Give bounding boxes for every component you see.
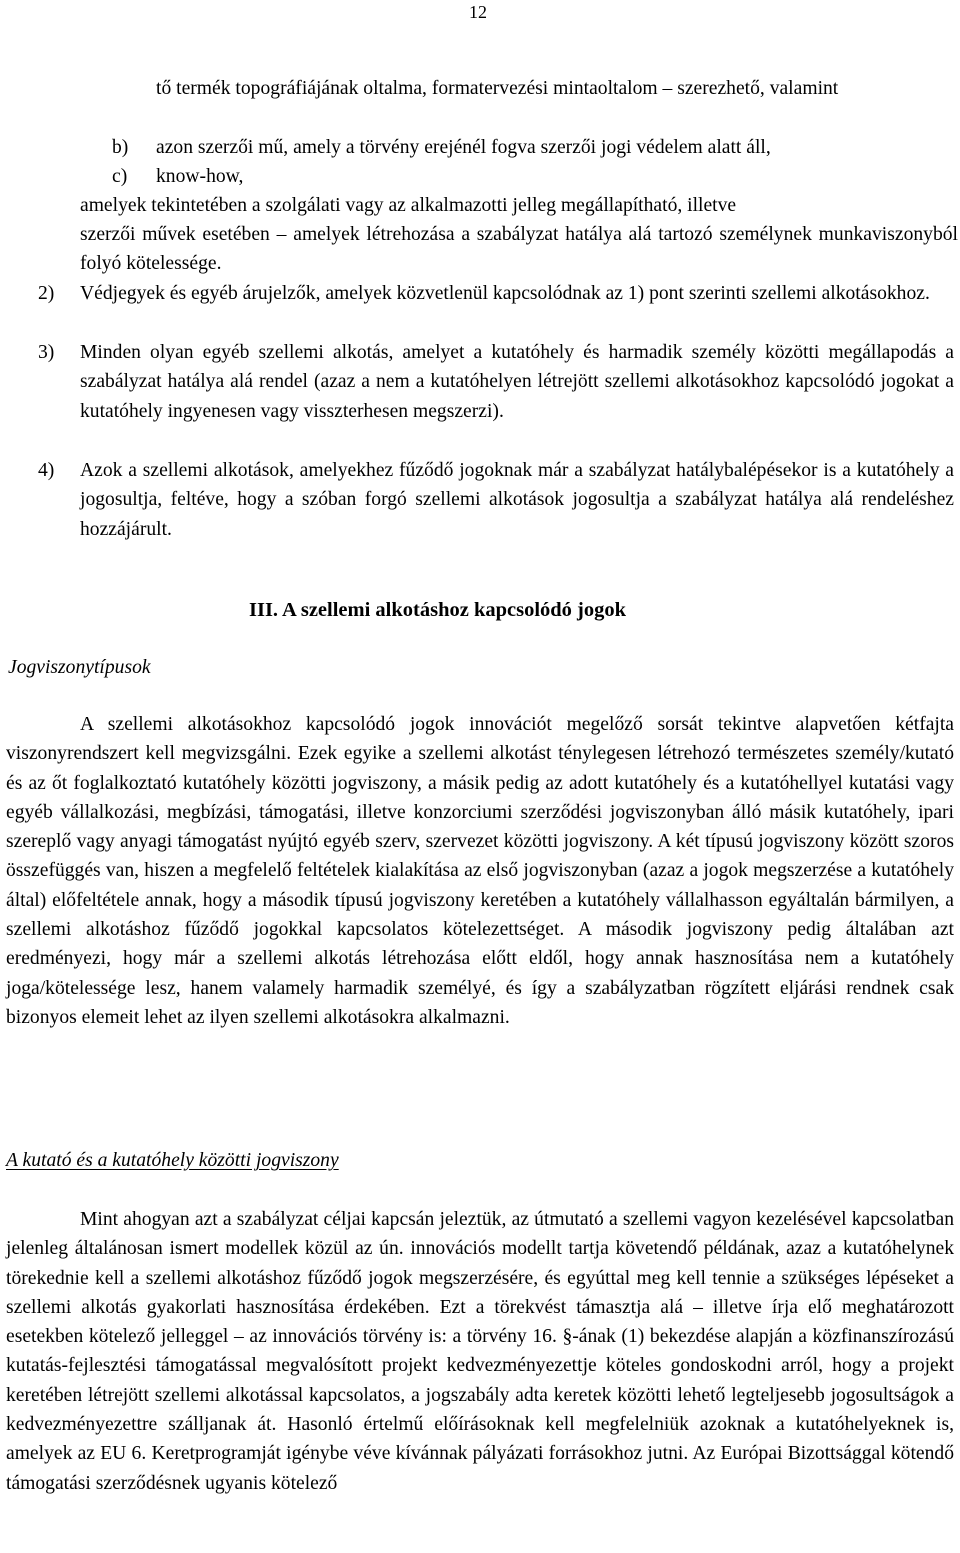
- item-text: Védjegyek és egyéb árujelzők, amelyek közvetlenül kapcsolódnak az 1) pont szerinti szellemi alkotásokhoz.: [80, 283, 930, 304]
- list-item-label: b): [112, 137, 129, 158]
- list-item-label: c): [112, 166, 128, 187]
- page-number: 12: [469, 2, 487, 22]
- amelyek-continuation: szerzői művek esetében – amelyek létrehozása a szabályzat hatálya alá tartozó személynek munkaviszonyból folyó kötelessége.: [80, 224, 958, 275]
- margin-label: Jogviszonytípusok: [8, 657, 151, 678]
- numbered-item-2: [38, 279, 954, 308]
- continuation-text: tő termék topográfiájának oltalma, formatervezési mintaoltalom – szerezhető, valamint: [156, 78, 839, 99]
- amelyek-line: amelyek tekintetében a szolgálati vagy az alkalmazotti jelleg megállapítható, illetve: [80, 195, 737, 216]
- item-number: 4): [38, 460, 55, 481]
- section-heading: III. A szellemi alkotáshoz kapcsolódó jogok: [249, 599, 627, 621]
- numbered-item-3: [38, 338, 954, 426]
- subheading: A kutató és a kutatóhely közötti jogviszony: [6, 1150, 339, 1171]
- numbered-item-4: [38, 456, 954, 544]
- item-text: Minden olyan egyéb szellemi alkotás, amelyet a kutatóhely és harmadik személy közötti megállapodás a szabályzat hatálya alá rendel (azaz a nem a kutatóhelyen létrejött szellemi alkotásokhoz kapcsolódó jogokat a kutatóhely ingyenesen vagy visszterhesen megszerzi).: [80, 342, 954, 422]
- list-item-c: [112, 162, 954, 191]
- list-item-text: know-how,: [156, 166, 244, 187]
- item-number: 3): [38, 342, 55, 363]
- list-item-b: [112, 133, 954, 162]
- list-item-text: azon szerzői mű, amely a törvény erejénél fogva szerzői jogi védelem alatt áll,: [156, 137, 771, 158]
- item-number: 2): [38, 283, 55, 304]
- paragraph-1: A szellemi alkotásokhoz kapcsolódó jogok innovációt megelőző sorsát tekintve alapvetően kétfajta viszonyrendszert kell megvizsgálni. Ezek egyike a szellemi alkotást ténylegesen létrehozó természetes személy/kutató és az őt foglalkoztató kutatóhely közötti jogviszony, a másik pedig az adott kutatóhely és a kutatóhellyel kutatási vagy egyéb vállalkozási, megbízási, támogatási, illetve konzorciumi szerződési jogviszonyban álló másik kutatóhely, ipari szereplő vagy anyagi támogatást nyújtó egyéb szerv, szervezet közötti jogviszony. A két típusú jogviszony között szoros összefüggés van, hiszen a megfelelő feltételek kialakítása az első jogviszonyban (azaz a jogok megszerzése a kutatóhely által) előfeltétele annak, hogy a második típusú jogviszony keretében a kutatóhely vállalhasson egyáltalán bármilyen, a szellemi alkotáshoz fűződő jogokkal kapcsolatos kötelezettséget. A második jogviszony pedig általában azt eredményezi, hogy már a szellemi alkotás létrehozása előtt eldől, hogy annak hasznosítása nem a kutatóhely joga/kötelessége lesz, hanem valamely harmadik személyé, és így a szabályzatban rögzített eljárási rendnek csak bizonyos elemeit lehet az ilyen szellemi alkotásokra alkalmazni.: [6, 714, 954, 1028]
- paragraph-2: Mint ahogyan azt a szabályzat céljai kapcsán jeleztük, az útmutató a szellemi vagyon kezelésével kapcsolatban jelenleg általánosan ismert modellek közül az ún. innovációs modellt tartja követendő példának, azaz a kutatóhelynek törekednie kell a szellemi alkotáshoz fűződő jogok megszerzésére, és egyúttal meg kell tennie a szükséges lépéseket a szellemi alkotás gyakorlati hasznosítása érdekében. Ezt a törekvést támasztja alá – illetve írja elő meghatározott esetekben kötelező jelleggel – az innovációs törvény is: a törvény 16. §-ának (1) bekezdése alapján a közfinanszírozású kutatás-fejlesztési támogatással megvalósított projekt kedvezményezettje köteles gondoskodni arról, hogy a projekt keretében létrejött szellemi alkotással kapcsolatos, a jogszabály adta keretek közötti lehető legteljesebb jogosultságok a kedvezményezettre szálljanak át. Hasonló értelmű előírásoknak kell megfelelniük azoknak a kutatóhelyeknek is, amelyek az EU 6. Keretprogramját igénybe véve kívánnak pályázati forrásokhoz jutni. Az Európai Bizottsággal kötendő támogatási szerződésnek ugyanis kötelező: [6, 1209, 954, 1494]
- item-text: Azok a szellemi alkotások, amelyekhez fűződő jogoknak már a szabályzat hatálybalépésekor is a kutatóhely a jogosultja, feltéve, hogy a szóban forgó szellemi alkotások jogosultja a szabályzat hatálya alá rendeléshez hozzájárult.: [80, 460, 954, 540]
